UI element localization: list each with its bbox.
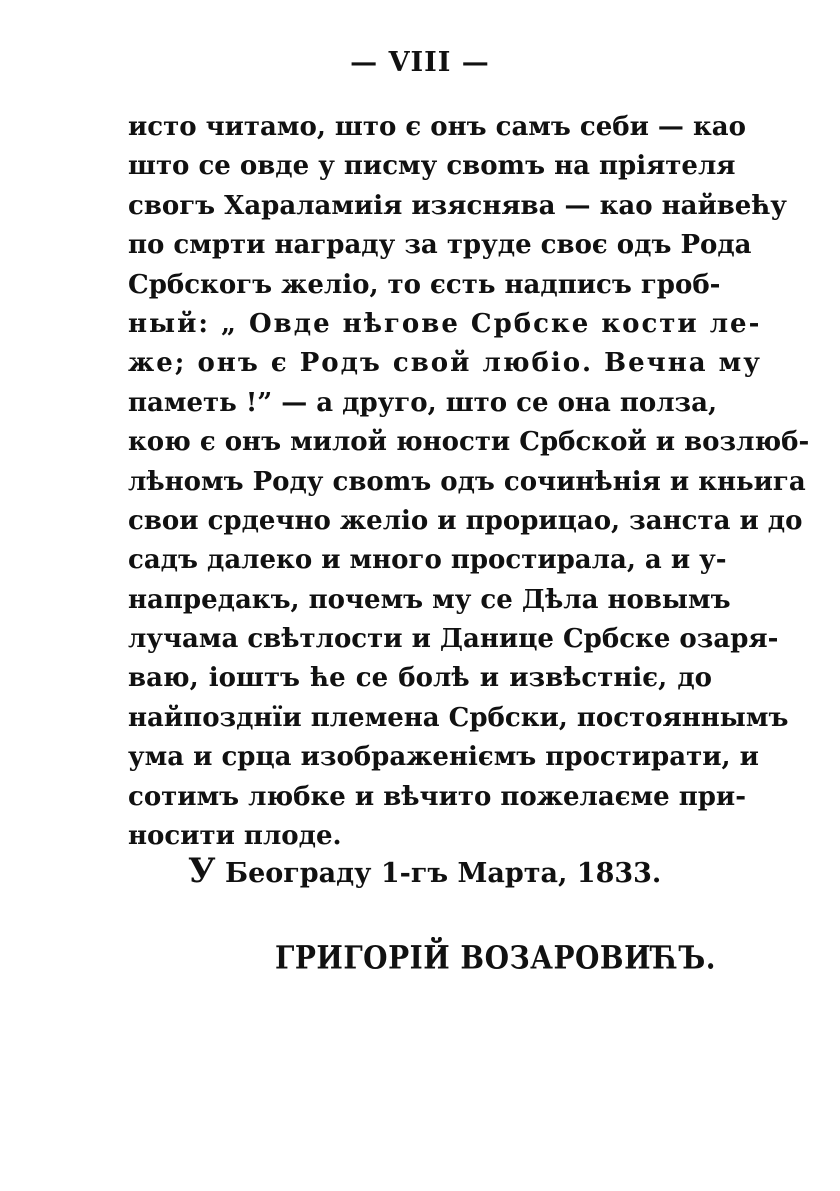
text-line: найпозднїи племена Србски, постояннымъ <box>128 702 789 733</box>
text-line: напредакъ, почемъ му се Дѣла новымъ <box>128 584 731 615</box>
text-line: исто читамо, што є онъ самъ себи — као <box>128 112 746 142</box>
text-line: же; онъ є Родъ свой любіо. Вечна му <box>128 348 762 379</box>
page-number: — VIII — <box>350 47 490 78</box>
text-line: садъ далеко и много простирала, а и у- <box>128 545 727 576</box>
body-text <box>128 108 810 856</box>
text-line: по смрти награду за труде своє одъ Рода <box>128 230 752 261</box>
dateline-text: Београду 1-гъ Марта, 1833. <box>215 858 662 889</box>
dateline-initial: У <box>188 851 216 891</box>
text-line: паметь !” — а друго, што се она полза, <box>128 387 718 418</box>
text-line: носити плоде. <box>128 821 342 852</box>
text-line: свогъ Хараламиія изяснява — као найвећу <box>128 190 787 221</box>
dateline <box>188 851 661 894</box>
text-line: Србскогъ желіо, то єсть надписъ гроб- <box>128 269 721 300</box>
text-line: лѣномъ Роду своmъ одъ сочинѣнія и кньига <box>128 466 806 497</box>
text-line: лучама свѣтлости и Данице Србске озаря- <box>128 624 779 655</box>
text-line: свои срдечно желіо и прорицао, занста и до <box>128 505 803 536</box>
signature: ГРИГОРІЙ ВОЗАРОВИЋЪ. <box>275 939 717 977</box>
text-line: ума и срца изображеніємъ простирати, и <box>128 742 759 773</box>
text-line: сотимъ любке и вѣчито пожелаєме при- <box>128 781 746 812</box>
text-line: ный: „ Овде нѣгове Србске кости ле- <box>128 308 762 339</box>
text-line: ваю, іоштъ ће се болѣ и извѣстніє, до <box>128 663 712 694</box>
text-line: кою є онъ милой юности Србской и возлюб- <box>128 427 810 458</box>
text-line: што се овде у писму своmъ на пріятеля <box>128 151 736 182</box>
